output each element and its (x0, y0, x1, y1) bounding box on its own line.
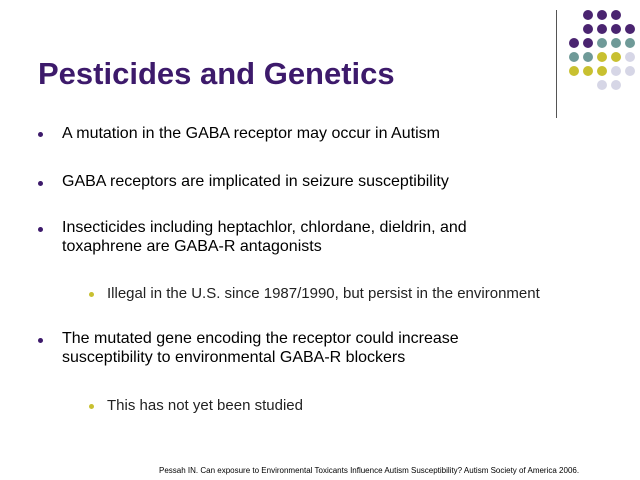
bullet-marker (38, 132, 43, 137)
sub-bullet-text: Illegal in the U.S. since 1987/1990, but persist in the environment (107, 285, 540, 302)
decorative-dot (625, 52, 635, 62)
decorative-dot (611, 24, 621, 34)
bullet-text: A mutation in the GABA receptor may occur in Autism (62, 125, 440, 142)
decorative-dot (583, 10, 593, 20)
decorative-dot (611, 66, 621, 76)
sub-bullet-marker (89, 292, 94, 297)
decorative-dot (611, 52, 621, 62)
decorative-dot (583, 24, 593, 34)
bullet-marker (38, 181, 43, 186)
sub-bullet-marker (89, 404, 94, 409)
decorative-dot (597, 80, 607, 90)
decorative-dot (611, 38, 621, 48)
decorative-dot (611, 10, 621, 20)
decorative-dot (569, 52, 579, 62)
decorative-dot (597, 24, 607, 34)
decorative-dot (597, 38, 607, 48)
citation: Pessah IN. Can exposure to Environmental Toxicants Influence Autism Susceptibility? Autism Society of America 2006. (159, 466, 580, 475)
decorative-dot (583, 38, 593, 48)
decorative-dot (625, 24, 635, 34)
decorative-dot (583, 66, 593, 76)
decorative-dot (597, 10, 607, 20)
decorative-dot (583, 52, 593, 62)
bullet-text-line: toxaphrene are GABA-R antagonists (62, 238, 322, 255)
divider-line (556, 10, 557, 118)
bullet-text-line: Insecticides including heptachlor, chlordane, dieldrin, and (62, 219, 467, 236)
bullet-text: GABA receptors are implicated in seizure susceptibility (62, 173, 449, 190)
bullet-text-line: The mutated gene encoding the receptor could increase (62, 330, 459, 347)
decorative-dot (611, 80, 621, 90)
bullet-marker (38, 338, 43, 343)
bullet-marker (38, 227, 43, 232)
decorative-dot (597, 66, 607, 76)
bullet-text-line: susceptibility to environmental GABA-R blockers (62, 349, 406, 366)
sub-bullet-text: This has not yet been studied (107, 397, 303, 414)
decorative-dot (597, 52, 607, 62)
decorative-dot (569, 38, 579, 48)
slide-title: Pesticides and Genetics (38, 56, 395, 91)
decorative-dot (625, 38, 635, 48)
decorative-dot (625, 66, 635, 76)
decorative-dot (569, 66, 579, 76)
